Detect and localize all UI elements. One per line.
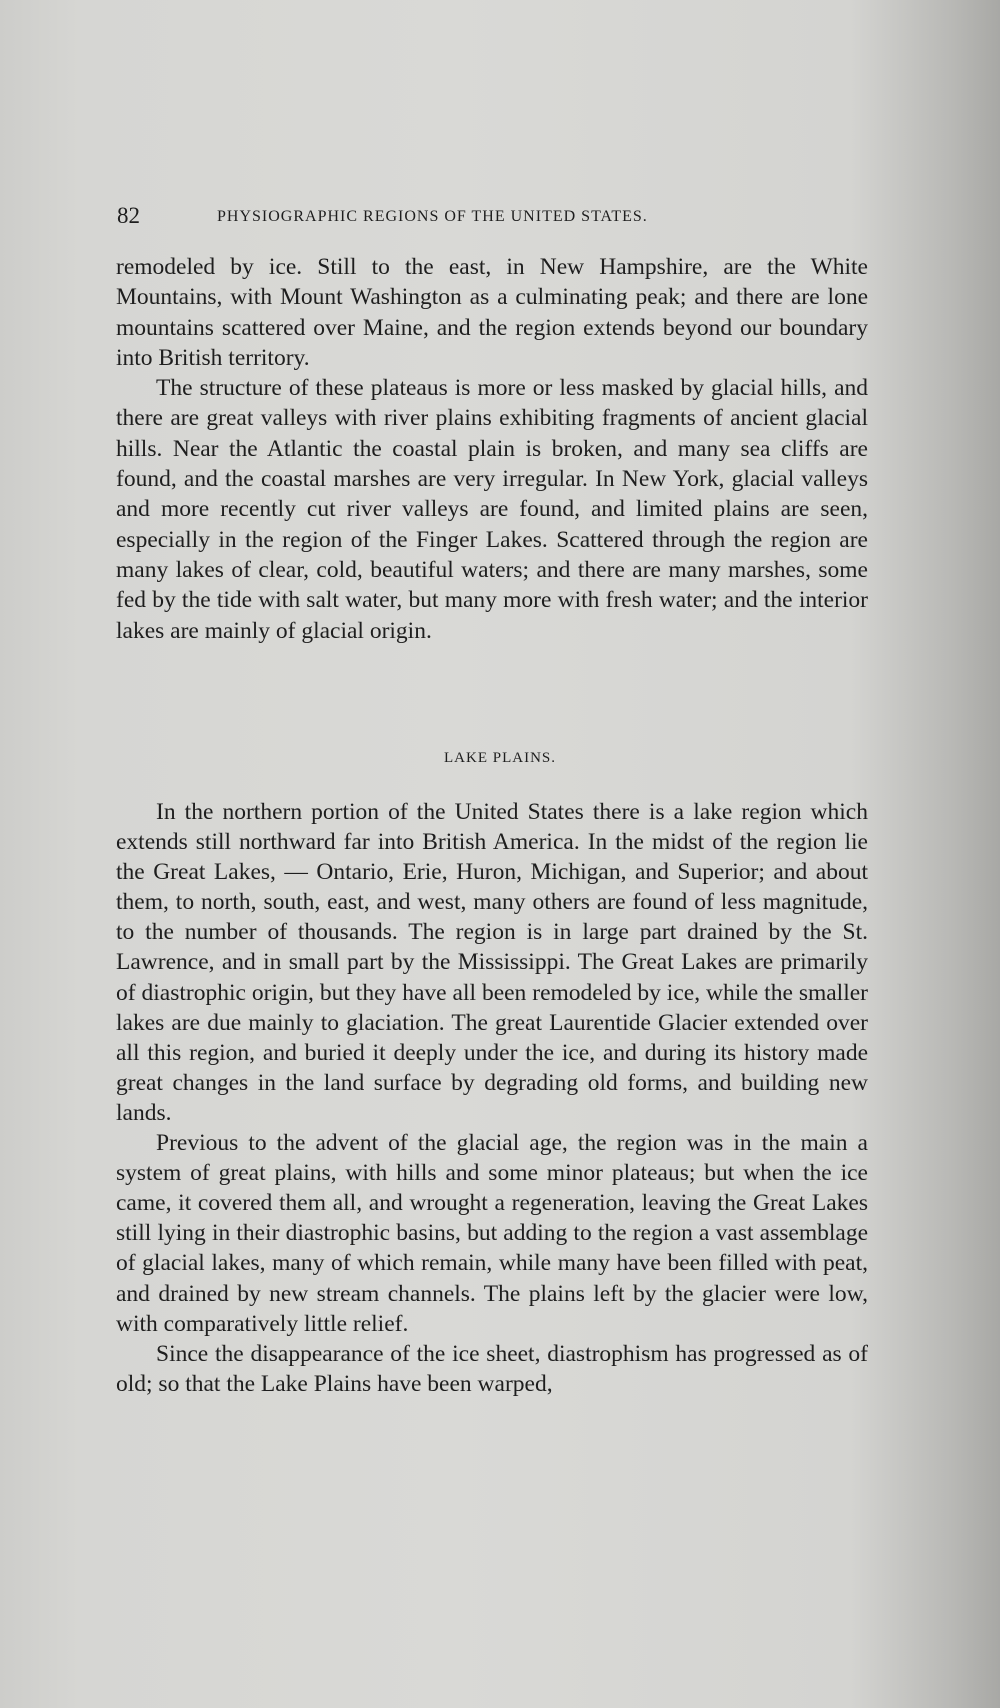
paragraph: remodeled by ice. Still to the east, in New Hampshire, are the White Mountains, with Mount Washington as a culminating peak; and there are lone mountains scattered over Maine, and the region extends beyond our boundary into British territory.: [116, 254, 868, 371]
body-text-lake-plains: [116, 797, 868, 1399]
page-number: 82: [117, 203, 140, 228]
paragraph: In the northern portion of the United States there is a lake region which extends still northward far into British America. In the midst of the region lie the Great Lakes, — Ontario, Erie, Huron, Michigan, and Superior; and about them, to north, south, east, and west, many others are found of less magnitude, to the number of thousands. The region is in large part drained by the St. Lawrence, and in small part by the Mississippi. The Great Lakes are primarily of diastrophic origin, but they have all been remodeled by ice, while the smaller lakes are due mainly to glaciation. The great Laurentide Glacier extended over all this region, and buried it deeply under the ice, and during its history made great changes in the land surface by degrading old forms, and building new lands.: [116, 799, 868, 1126]
section-heading: LAKE PLAINS.: [444, 750, 556, 766]
paragraph: Previous to the advent of the glacial age, the region was in the main a system of great plains, with hills and some minor plateaus; but when the ice came, it covered them all, and wrought a regeneration, leaving the Great Lakes still lying in their diastrophic basins, but adding to the region a vast assemblage of glacial lakes, many of which remain, while many have been filled with peat, and drained by new stream channels. The plains left by the glacier were low, with comparatively little relief.: [116, 1130, 868, 1337]
paragraph: Since the disappearance of the ice sheet, diastrophism has progressed as of old; so that the Lake Plains have been warped,: [116, 1340, 868, 1397]
paragraph: The structure of these plateaus is more or less masked by glacial hills, and there are great valleys with river plains exhibiting fragments of ancient glacial hills. Near the Atlantic the coastal plain is broken, and many sea cliffs are found, and the coastal marshes are very irregular. In New York, glacial valleys and more recently cut river valleys are found, and limited plains are seen, especially in the region of the Finger Lakes. Scattered through the region are many lakes of clear, cold, beautiful waters; and there are many marshes, some fed by the tide with salt water, but many more with fresh water; and the interior lakes are mainly of glacial origin.: [116, 375, 868, 644]
body-text-top: [116, 252, 868, 646]
running-head: PHYSIOGRAPHIC REGIONS OF THE UNITED STATES.: [217, 208, 648, 225]
page-header: [117, 203, 767, 233]
